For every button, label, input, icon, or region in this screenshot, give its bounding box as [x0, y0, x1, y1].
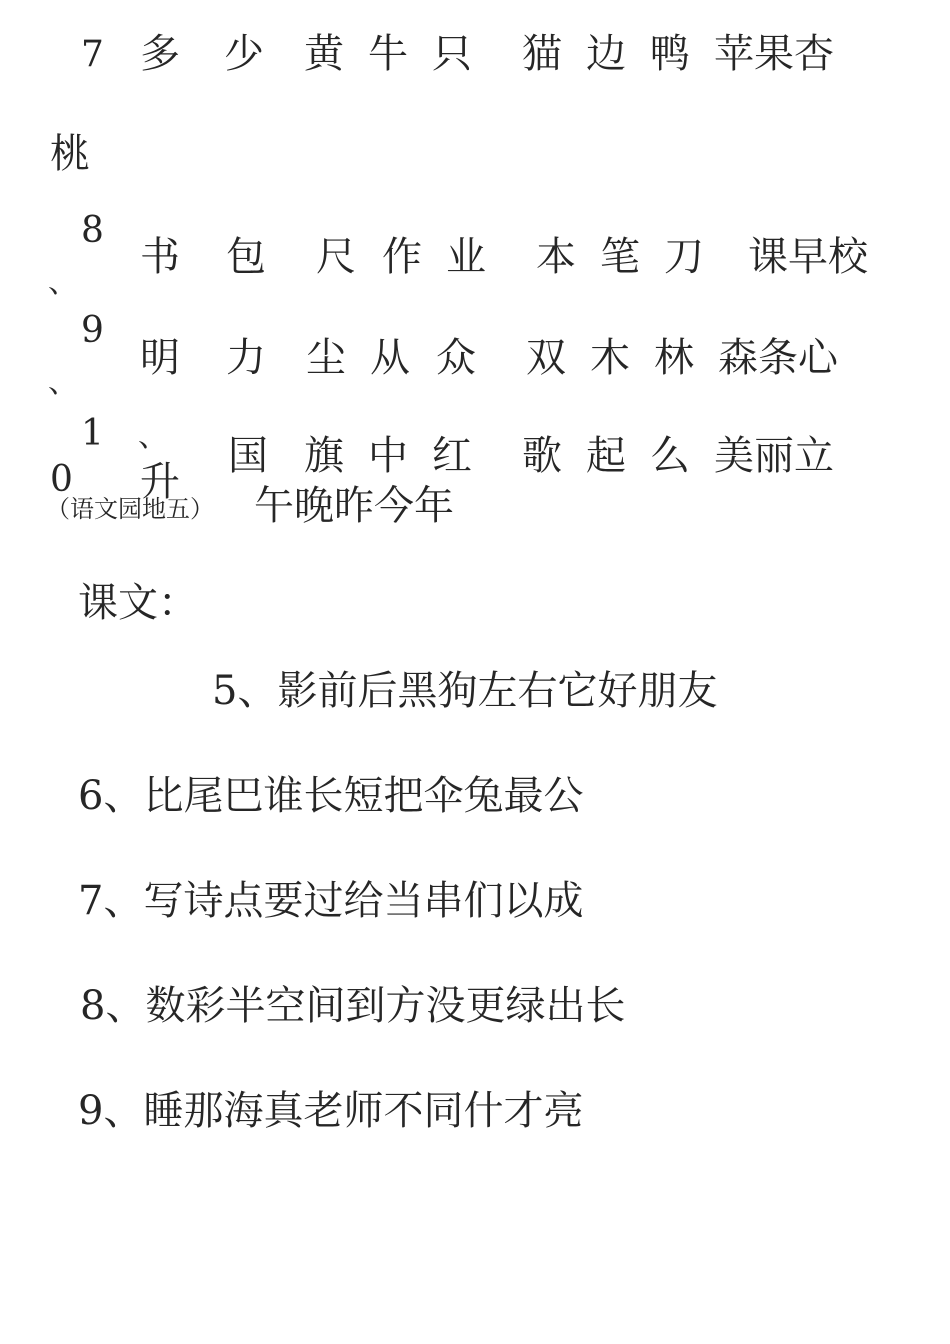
- character: 书: [140, 234, 180, 280]
- character: 红: [432, 433, 472, 479]
- clipped-digit: 0: [50, 459, 73, 500]
- line-number: 9: [81, 310, 104, 351]
- character: 多: [140, 31, 180, 77]
- character: 么: [650, 433, 690, 479]
- character: 明: [140, 335, 180, 381]
- text-line: 6、比尾巴谁长短把伞兔最公: [78, 773, 584, 819]
- line-number: 8: [81, 210, 104, 251]
- character: 本: [536, 234, 576, 280]
- character: 木: [590, 335, 630, 381]
- character: 果: [754, 31, 794, 77]
- character: 心: [798, 335, 838, 381]
- character: 起: [586, 433, 626, 479]
- character: 尘: [306, 335, 346, 381]
- character: 笔: [600, 234, 640, 280]
- character-row: [140, 31, 834, 77]
- character: 课: [748, 234, 788, 280]
- dun-mark: 、: [48, 265, 78, 300]
- character-row: [228, 433, 834, 479]
- character: 国: [228, 433, 268, 479]
- character: 森: [718, 335, 758, 381]
- character: 林: [654, 335, 694, 381]
- character: 只: [432, 31, 472, 77]
- character: 众: [436, 335, 476, 381]
- character: 校: [828, 234, 868, 280]
- character: 力: [226, 335, 266, 381]
- wrapped-character: 桃: [50, 131, 90, 177]
- character: 歌: [522, 433, 562, 479]
- character: 从: [370, 335, 410, 381]
- character: 丽: [754, 433, 794, 479]
- character: 黄: [304, 31, 344, 77]
- character: 中: [368, 433, 408, 479]
- character: 尺: [316, 234, 356, 280]
- character: 牛: [368, 31, 408, 77]
- section-title: 课文：: [78, 580, 198, 626]
- text-line: 8、数彩半空间到方没更绿出长: [80, 983, 626, 1029]
- character: 业: [446, 234, 486, 280]
- character: 猫: [522, 31, 562, 77]
- character: 立: [794, 433, 834, 479]
- character: 美: [714, 433, 754, 479]
- character: 边: [586, 31, 626, 77]
- garden-characters: 午晚昨今年: [254, 483, 454, 529]
- character-row: [140, 234, 868, 280]
- character: 少: [224, 31, 264, 77]
- character: 双: [526, 335, 566, 381]
- dun-mark: 、: [138, 419, 168, 454]
- character: 旗: [304, 433, 344, 479]
- text-line: 9、睡那海真老师不同什才亮: [78, 1088, 584, 1134]
- character: 早: [788, 234, 828, 280]
- line-number: 7: [81, 34, 104, 75]
- character: 刀: [664, 234, 704, 280]
- line-number: 1: [81, 413, 104, 454]
- character: 杏: [794, 31, 834, 77]
- clipped-fragment: [48, 459, 180, 505]
- clipped-character: 升: [140, 459, 180, 505]
- dun-mark: 、: [48, 365, 78, 400]
- character: 条: [758, 335, 798, 381]
- garden-label: （语文园地五）: [46, 495, 214, 523]
- text-line: 7、写诗点要过给当串们以成: [78, 878, 584, 924]
- character: 鸭: [650, 31, 690, 77]
- character: 包: [226, 234, 266, 280]
- character: 作: [382, 234, 422, 280]
- text-line: 5、影前后黑狗左右它好朋友: [212, 668, 718, 714]
- character: 苹: [714, 31, 754, 77]
- character-row: [140, 335, 838, 381]
